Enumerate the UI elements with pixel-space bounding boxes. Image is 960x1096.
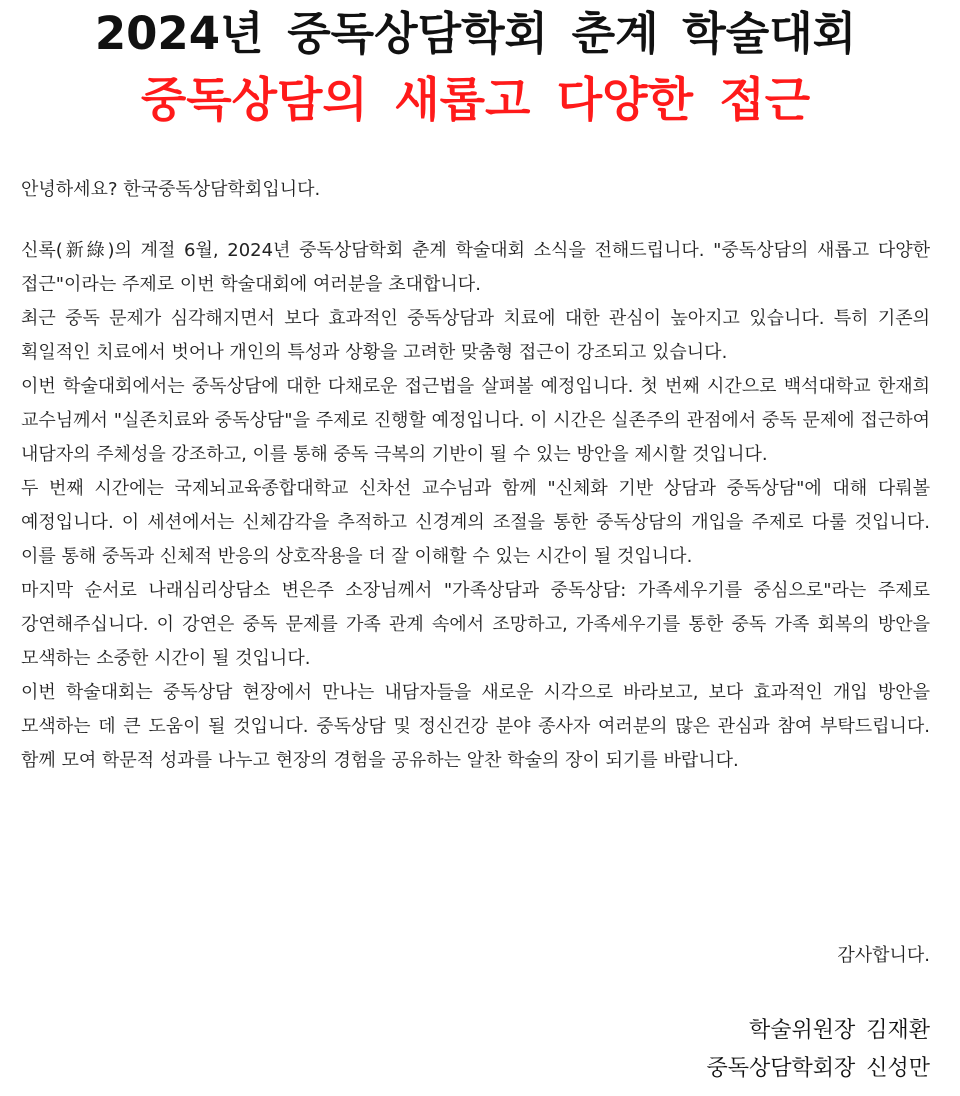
signature-block — [706, 1012, 930, 1088]
paragraph-invitation: 이번 학술대회는 중독상담 현장에서 만나는 내담자들을 새로운 시각으로 바라보고, 보다 효과적인 개입 방안을 모색하는 데 큰 도움이 될 것입니다. 중독상담 및 정신건강 분야 종사자 여러분의 많은 관심과 참여 부탁드립니다. 함께 모여 학문적 성과를 나누고 현장의 경험을 공유하는 알찬 학술의 장이 되기를 바랍니다. — [21, 682, 930, 771]
paragraph-session-1: 이번 학술대회에서는 중독상담에 대한 다채로운 접근법을 살펴볼 예정입니다. 첫 번째 시간으로 백석대학교 한재희 교수님께서 "실존치료와 중독상담"을 주제로 진행할 예정입니다. 이 시간은 실존주의 관점에서 중독 문제에 접근하여 내담자의 주체성을 강조하고, 이를 통해 중독 극복의 기반이 될 수 있는 방안을 제시할 것입니다. — [21, 376, 930, 465]
paragraph-session-2: 두 번째 시간에는 국제뇌교육종합대학교 신차선 교수님과 함께 "신체화 기반 상담과 중독상담"에 대해 다뤄볼 예정입니다. 이 세션에서는 신체감각을 추적하고 신경계의 조절을 통한 중독상담의 개입을 주제로 다룰 것입니다. 이를 통해 중독과 신체적 반응의 상호작용을 더 잘 이해할 수 있는 시간이 될 것입니다. — [21, 478, 930, 567]
signature-academic-chair: 학술위원장 김재환 — [748, 1018, 930, 1043]
paragraph-background: 최근 중독 문제가 심각해지면서 보다 효과적인 중독상담과 치료에 대한 관심이 높아지고 있습니다. 특히 기존의 획일적인 치료에서 벗어나 개인의 특성과 상황을 고려한 맞춤형 접근이 강조되고 있습니다. — [21, 308, 930, 363]
closing-line: 감사합니다. — [837, 945, 930, 966]
paragraph-intro: 신록(新綠)의 계절 6월, 2024년 중독상담학회 춘계 학술대회 소식을 전해드립니다. "중독상담의 새롭고 다양한 접근"이라는 주제로 이번 학술대회에 여러분을 초대합니다. — [21, 240, 930, 295]
signature-president: 중독상담학회장 신성만 — [706, 1056, 930, 1081]
paragraph-session-3: 마지막 순서로 나래심리상담소 변은주 소장님께서 "가족상담과 중독상담: 가족세우기를 중심으로"라는 주제로 강연해주십니다. 이 강연은 중독 문제를 가족 관계 속에서 조망하고, 가족세우기를 통한 중독 가족 회복의 방안을 모색하는 소중한 시간이 될 것입니다. — [21, 580, 930, 669]
greeting-line: 안녕하세요? 한국중독상담학회입니다. — [21, 179, 321, 200]
letter-body — [21, 234, 930, 778]
event-subtitle: 중독상담의 새롭고 다양한 접근 — [140, 73, 811, 128]
event-title: 2024년 중독상담학회 춘계 학술대회 — [94, 7, 857, 60]
